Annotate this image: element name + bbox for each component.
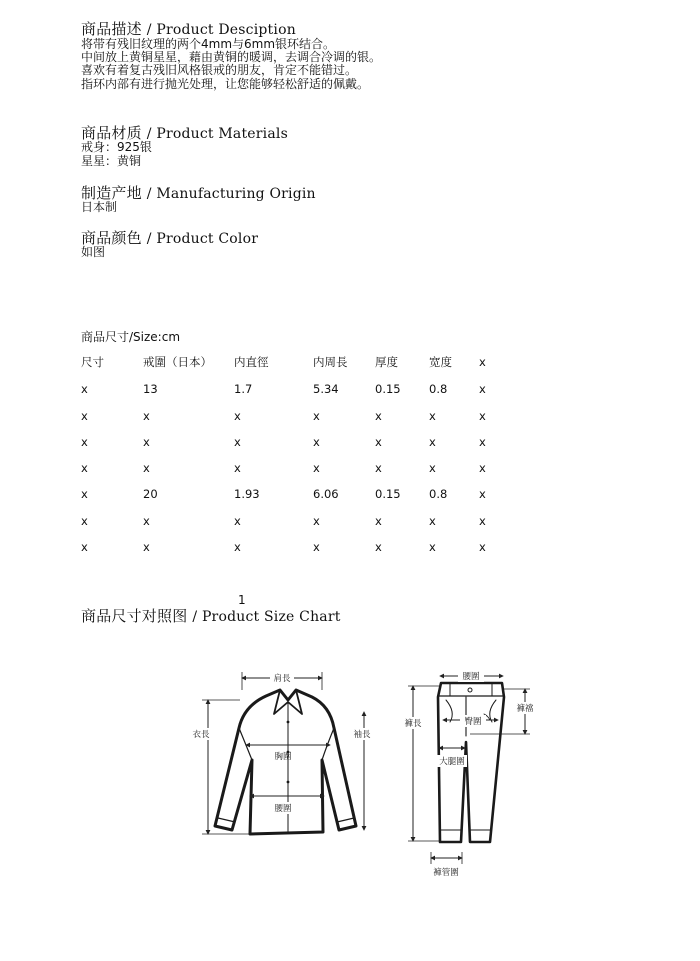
materials-line: 星星：黄铜 — [81, 154, 142, 168]
description-line: 将带有残旧纹理的两个4mm与6mm银环结合。 — [81, 37, 336, 51]
table-cell: x — [143, 461, 150, 475]
table-cell: 0.8 — [429, 382, 448, 396]
table-cell: x — [234, 435, 241, 449]
table-cell: x — [143, 409, 150, 423]
materials-line: 戒身：925银 — [81, 140, 152, 154]
shirt-sleeve-label: 袖長 — [353, 730, 371, 740]
table-cell: 20 — [143, 487, 158, 501]
table-cell: x — [313, 514, 320, 528]
table-cell: x — [143, 540, 150, 554]
description-heading-en: / Product Desciption — [146, 22, 296, 38]
table-cell: x — [234, 461, 241, 475]
size-chart-heading-cn: 商品尺寸对照图 — [81, 607, 188, 625]
table-cell: x — [479, 409, 486, 423]
table-cell: x — [429, 514, 436, 528]
table-cell: x — [479, 487, 486, 501]
materials-heading-en: / Product Materials — [146, 126, 288, 142]
origin-value: 日本制 — [81, 200, 118, 214]
table-cell: x — [375, 514, 382, 528]
pants-hem-label: 褲管圍 — [433, 868, 459, 878]
shirt-length-label: 衣長 — [192, 730, 210, 740]
pants-waist-label: 腰圍 — [462, 672, 480, 682]
table-cell: 0.15 — [375, 487, 401, 501]
table-cell: x — [143, 514, 150, 528]
description-heading-cn: 商品描述 — [81, 20, 142, 38]
table-cell: 13 — [143, 382, 158, 396]
shirt-chest-label: 胸圍 — [274, 752, 292, 762]
size-chart-heading-en: / Product Size Chart — [192, 609, 341, 625]
table-header-cell: 尺寸 — [81, 355, 104, 369]
pants-rise-label: 褲襠 — [516, 704, 534, 714]
table-cell: x — [313, 435, 320, 449]
shirt-shoulder-label: 肩長 — [273, 674, 291, 684]
table-cell: x — [375, 461, 382, 475]
origin-heading-en: / Manufacturing Origin — [146, 186, 316, 202]
table-cell: 5.34 — [313, 382, 339, 396]
page-number: 1 — [238, 593, 246, 607]
shirt-waist-label: 腰圍 — [274, 804, 292, 814]
description-line: 指环内部有进行抛光处理，让您能够轻松舒适的佩戴。 — [81, 77, 370, 91]
table-header-cell: 戒圍（日本） — [143, 355, 212, 369]
table-cell: x — [81, 461, 88, 475]
table-cell: x — [81, 409, 88, 423]
table-cell: x — [479, 435, 486, 449]
table-cell: x — [81, 540, 88, 554]
table-cell: x — [143, 435, 150, 449]
table-cell: x — [479, 514, 486, 528]
table-cell: x — [479, 540, 486, 554]
table-cell: x — [429, 461, 436, 475]
table-cell: x — [234, 514, 241, 528]
table-cell: x — [313, 461, 320, 475]
table-cell: x — [429, 409, 436, 423]
table-cell: x — [375, 435, 382, 449]
pants-hip-label: 臀圍 — [464, 717, 482, 727]
table-cell: x — [81, 435, 88, 449]
table-cell: x — [479, 461, 486, 475]
table-cell: x — [234, 540, 241, 554]
table-header-cell: 内周長 — [313, 355, 348, 369]
table-cell: x — [234, 409, 241, 423]
table-cell: x — [375, 540, 382, 554]
table-cell: 0.15 — [375, 382, 401, 396]
description-line: 中间放上黄铜星星，藉由黄铜的暖调，去调合冷调的银。 — [81, 50, 382, 64]
table-header-cell: 宽度 — [429, 355, 452, 369]
table-header-cell: 厚度 — [375, 355, 398, 369]
table-header-cell: 内直徑 — [234, 355, 269, 369]
table-cell: 0.8 — [429, 487, 448, 501]
materials-heading-cn: 商品材质 — [81, 124, 142, 142]
table-cell: 6.06 — [313, 487, 339, 501]
table-cell: x — [429, 540, 436, 554]
table-header-cell: x — [479, 355, 486, 369]
table-cell: x — [81, 487, 88, 501]
description-line: 喜欢有着复古残旧风格银戒的朋友，肯定不能错过。 — [81, 63, 358, 77]
table-cell: 1.93 — [234, 487, 260, 501]
table-cell: x — [81, 382, 88, 396]
pants-thigh-label: 大腿圍 — [439, 757, 465, 767]
pants-label-group — [400, 670, 539, 878]
color-value: 如图 — [81, 245, 106, 259]
table-cell: x — [313, 540, 320, 554]
table-cell: x — [479, 382, 486, 396]
table-cell: x — [375, 409, 382, 423]
color-heading-en: / Product Color — [146, 231, 259, 247]
table-cell: x — [81, 514, 88, 528]
table-cell: 1.7 — [234, 382, 253, 396]
pants-length-label: 褲長 — [404, 719, 422, 729]
table-cell: x — [313, 409, 320, 423]
color-heading-cn: 商品颜色 — [81, 229, 142, 247]
table-cell: x — [429, 435, 436, 449]
origin-heading-cn: 制造产地 — [81, 184, 142, 202]
size-table-title: 商品尺寸/Size:cm — [81, 330, 181, 344]
